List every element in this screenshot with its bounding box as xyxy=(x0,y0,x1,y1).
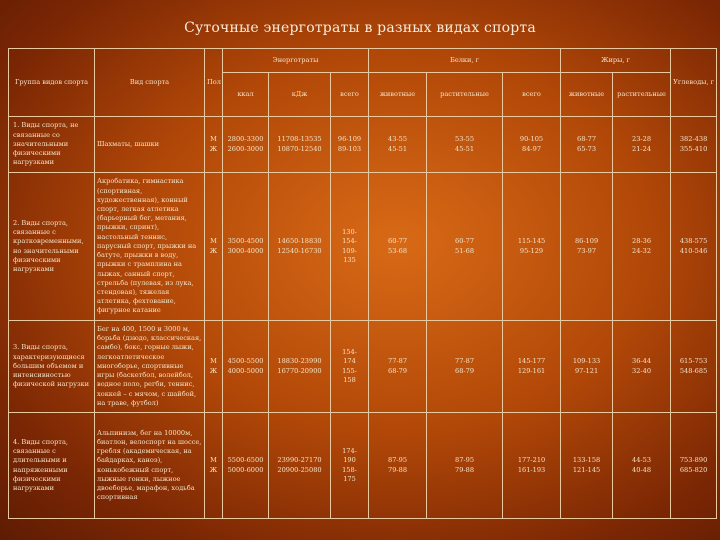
header-protein-animal: животные xyxy=(369,73,427,117)
table-row xyxy=(9,117,717,173)
table-cell-carbs: 615-753 548-685 xyxy=(671,321,717,413)
table-cell-fat-plant: 28-36 24-32 xyxy=(613,173,671,321)
header-fat-total: всего xyxy=(503,73,561,117)
table-cell-protein-animal: 77-87 68-79 xyxy=(369,321,427,413)
header-protein: Белки, г xyxy=(369,49,561,73)
header-sport: Вид спорта xyxy=(95,49,205,117)
table-row xyxy=(9,321,717,413)
table-cell-sport: Шахматы, шашки xyxy=(95,117,205,173)
header-kj: кДж xyxy=(269,73,331,117)
table-cell-fat-total: 177-210 161-193 xyxy=(503,413,561,519)
table-cell-fat-animal: 133-158 121-145 xyxy=(561,413,613,519)
header-fat-plant: растительные xyxy=(613,73,671,117)
table-cell-sex: М Ж xyxy=(205,413,223,519)
table-cell-sport: Акробатика, гимнастика (спортивная, художественная), конный спорт, легкая атлетика (барьерный бег, метания, прыжки, спринт), настольный теннис, парусный спорт, прыжки на батуте, прыжки в воду, прыжки с трамплина на лыжах, санный спорт, стрельба (пулевая, из лука, стендовая), тяжелая атлетика, фехтование, фигурное катание xyxy=(95,173,205,321)
table-cell-kj: 14650-18830 12540-16730 xyxy=(269,173,331,321)
table-cell-fat-animal: 68-77 65-73 xyxy=(561,117,613,173)
header-protein-plant: растительные xyxy=(427,73,503,117)
table-cell-kj: 23990-27170 20900-25080 xyxy=(269,413,331,519)
table-cell-sex: М Ж xyxy=(205,321,223,413)
table-row xyxy=(9,173,717,321)
table-cell-sex: М Ж xyxy=(205,173,223,321)
table-cell-group: 2. Виды спорта, связанные с кратковременными, но значительными физическими нагрузками xyxy=(9,173,95,321)
table-cell-group: 1. Виды спорта, не связанные со значительными физическими нагрузками xyxy=(9,117,95,173)
table-cell-fat-animal: 109-133 97-121 xyxy=(561,321,613,413)
table-cell-sport: Бег на 400, 1500 и 3000 м, борьба (дзюдо, классическая, самбо), бокс, горные лыжи, легкоатлетическое многоборье, спортивные игры (баскетбол, волейбол, водное поло, регби, теннис, хоккей – с мячом, с шайбой, на траве, футбол) xyxy=(95,321,205,413)
header-kcal: ккал xyxy=(223,73,269,117)
table-cell-fat-plant: 36-44 32-40 xyxy=(613,321,671,413)
table-cell-kj: 18830-23990 16770-20900 xyxy=(269,321,331,413)
table-cell-protein-plant: 60-77 51-68 xyxy=(427,173,503,321)
header-fat: Жиры, г xyxy=(561,49,671,73)
table-cell-fat-plant: 44-53 40-48 xyxy=(613,413,671,519)
energy-table xyxy=(8,48,717,519)
header-energy: Энерготраты xyxy=(223,49,369,73)
page-title: Суточные энерготраты в разных видах спорта xyxy=(184,20,536,36)
table-cell-protein-plant: 87-95 79-88 xyxy=(427,413,503,519)
table-cell-protein-plant: 53-55 45-51 xyxy=(427,117,503,173)
table-cell-fat-total: 145-177 129-161 xyxy=(503,321,561,413)
table-cell-fat-animal: 86-109 73-97 xyxy=(561,173,613,321)
table-cell-sport: Альпинизм, бег на 10000м, биатлон, велоспорт на шоссе, гребля (академическая, на байдарках, каноэ), конькобежный спорт, лыжные гонки, лыжное двоеборье, марафон, ходьба спортивная xyxy=(95,413,205,519)
table-cell-kcal: 3500-4500 3000-4000 xyxy=(223,173,269,321)
table-cell-fat-total: 90-105 84-97 xyxy=(503,117,561,173)
table-cell-protein-animal: 87-95 79-88 xyxy=(369,413,427,519)
table-cell-group: 4. Виды спорта, связанные с длительными и напряженными физическими нагрузками xyxy=(9,413,95,519)
table-cell-protein-total: 174- 190 158- 175 xyxy=(331,413,369,519)
table-cell-fat-plant: 23-28 21-24 xyxy=(613,117,671,173)
header-carbs: Углеводы, г xyxy=(671,49,717,117)
table-cell-kj: 11708-13535 10870-12540 xyxy=(269,117,331,173)
table-cell-fat-total: 115-145 95-129 xyxy=(503,173,561,321)
header-group: Группа видов спорта xyxy=(9,49,95,117)
table-cell-kcal: 4500-5500 4000-5000 xyxy=(223,321,269,413)
table-cell-protein-plant: 77-87 68-79 xyxy=(427,321,503,413)
table-cell-carbs: 753-890 685-820 xyxy=(671,413,717,519)
table-cell-protein-total: 130- 154- 109- 135 xyxy=(331,173,369,321)
table-cell-kcal: 2800-3300 2600-3000 xyxy=(223,117,269,173)
table-cell-group: 3. Виды спорта, характеризующиеся большим объемом и интенсивностью физической нагрузки xyxy=(9,321,95,413)
table-cell-carbs: 382-438 355-410 xyxy=(671,117,717,173)
table-cell-carbs: 438-575 410-546 xyxy=(671,173,717,321)
table-row xyxy=(9,413,717,519)
table-cell-protein-animal: 43-55 45-51 xyxy=(369,117,427,173)
header-fat-animal: животные xyxy=(561,73,613,117)
table-cell-protein-total: 154- 174 155- 158 xyxy=(331,321,369,413)
table-cell-sex: М Ж xyxy=(205,117,223,173)
table-cell-kcal: 5500-6500 5000-6000 xyxy=(223,413,269,519)
table-cell-protein-total: 96-109 89-103 xyxy=(331,117,369,173)
header-sex: Пол xyxy=(205,49,223,117)
header-protein-total: всего xyxy=(331,73,369,117)
table-cell-protein-animal: 60-77 53-68 xyxy=(369,173,427,321)
